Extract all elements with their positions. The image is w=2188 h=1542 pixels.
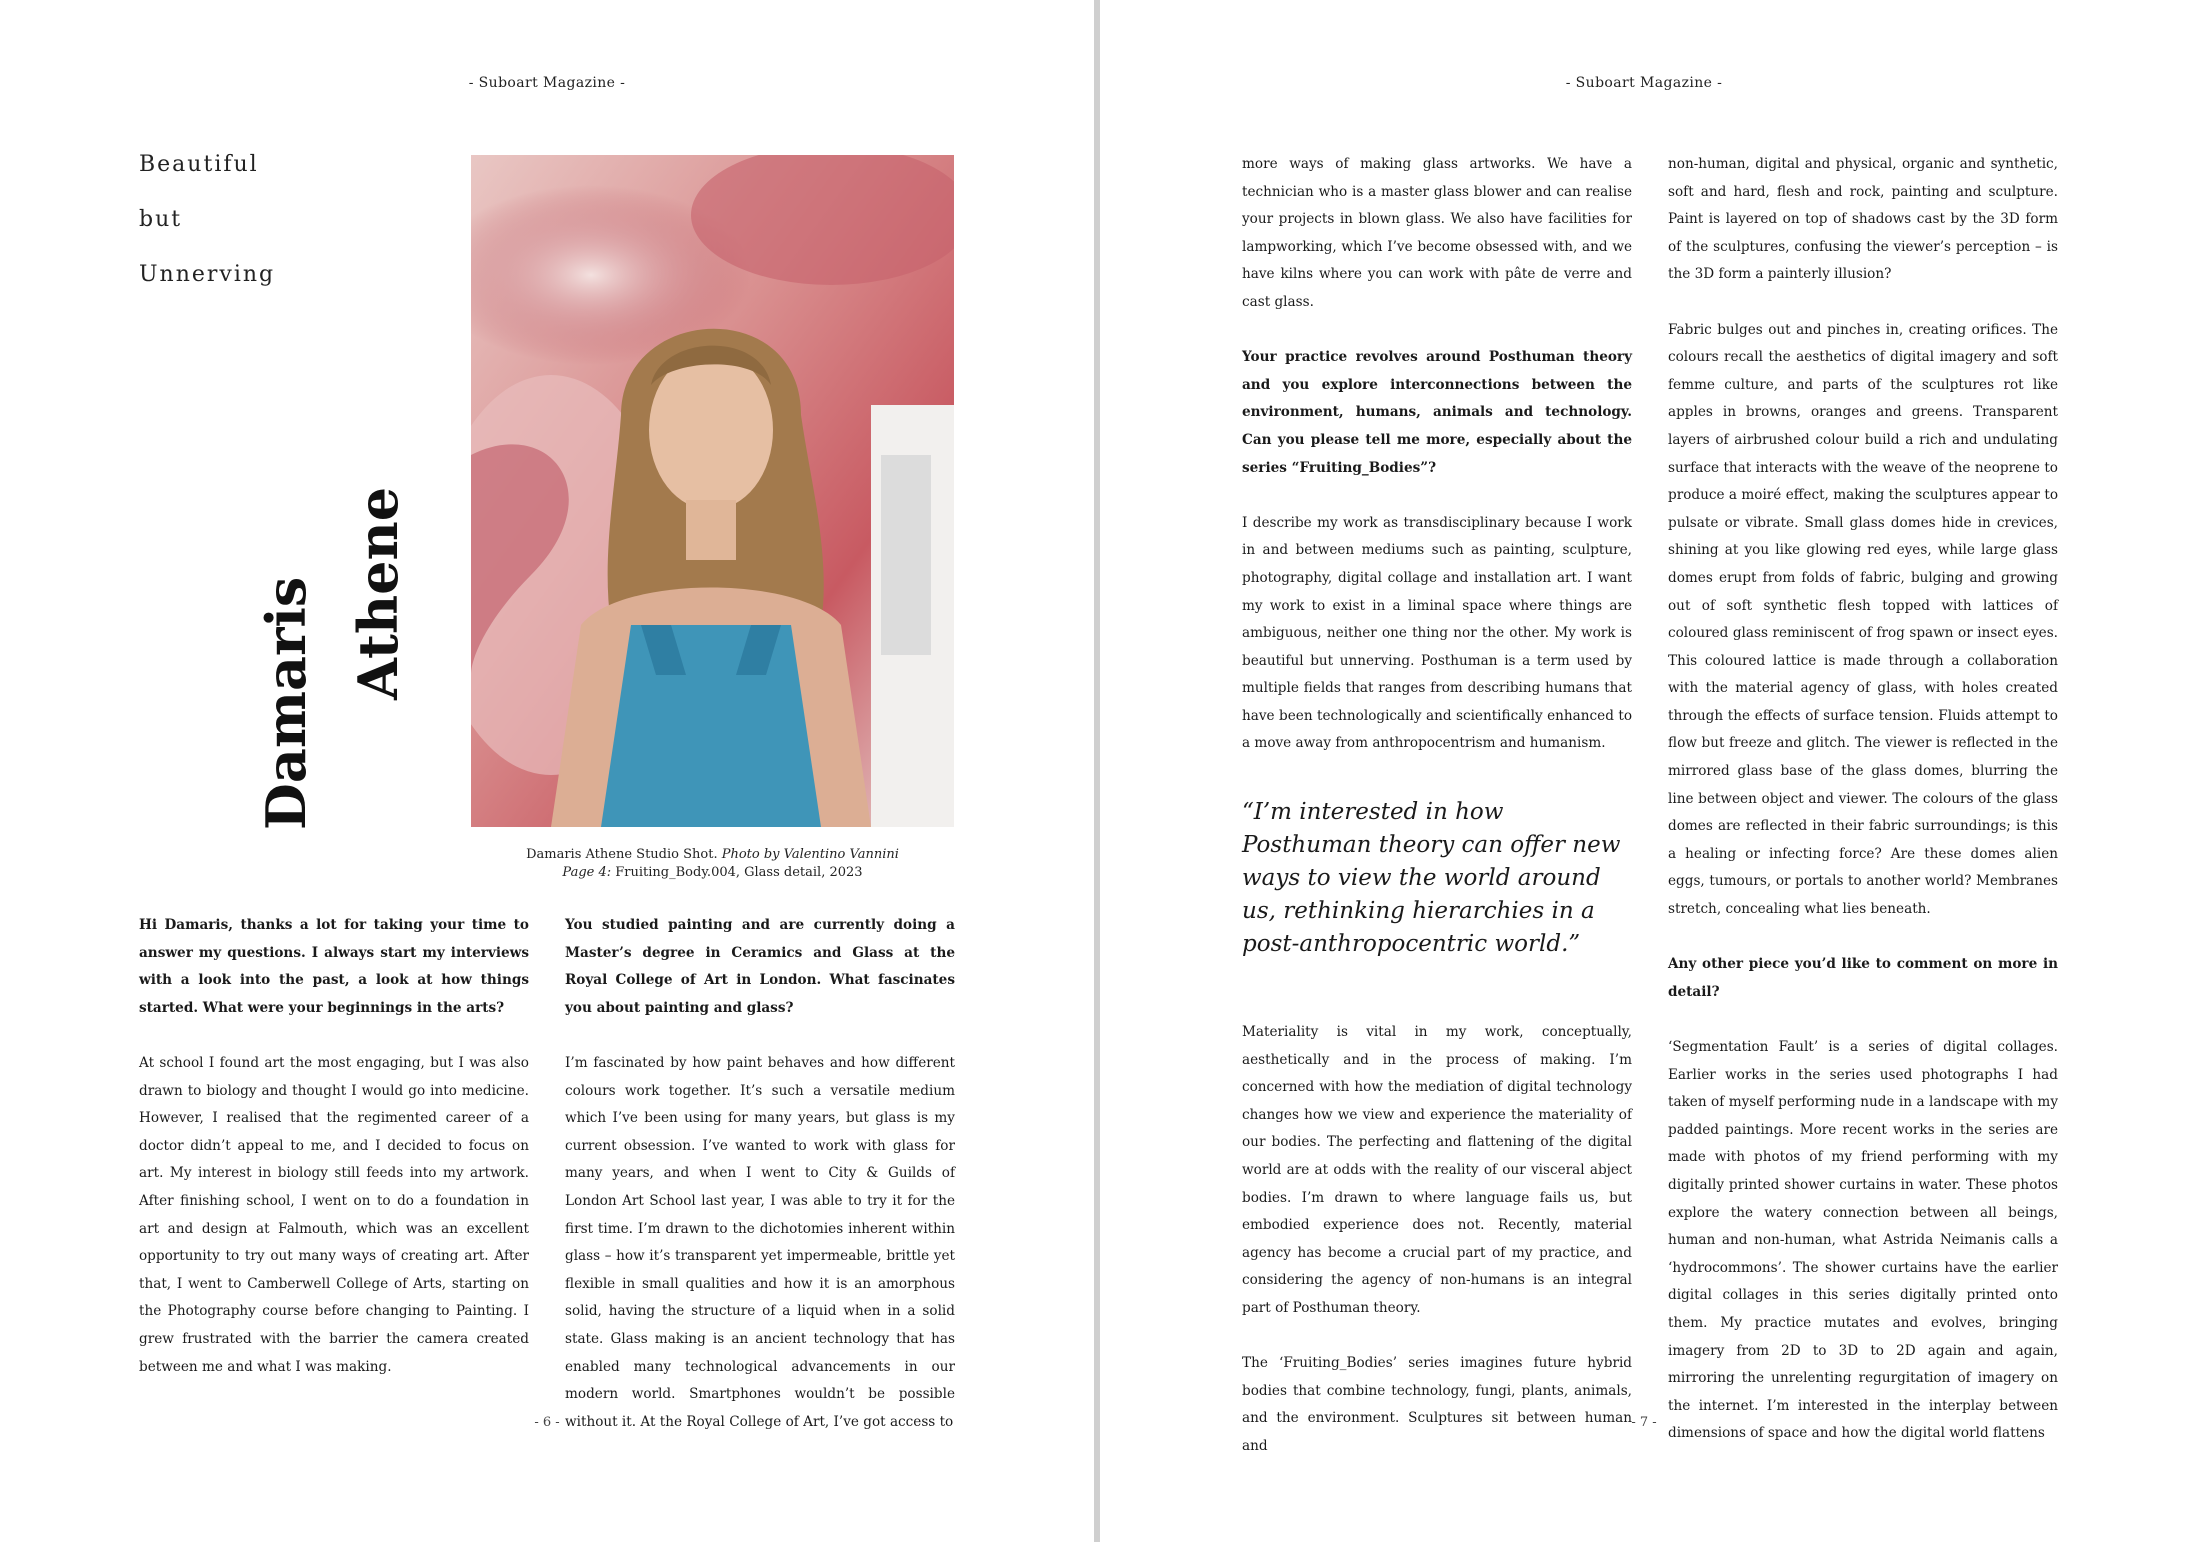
interview-answer: Fabric bulges out and pinches in, creating orifices. The colours recall the aesthetics of digital imagery and soft femme culture, and parts of the sculptures rot like apples in browns, oranges and greens. Transparent layers of airbrushed colour build a rich and undulating surface that interacts with the weave of the neoprene to produce a moiré effect, making the sculptures appear to pulsate or vibrate. Small glass domes hide in crevices, shining at you like glowing red eyes, while large glass domes erupt from folds of fabric, bulging and growing out of soft synthetic flesh topped with lattices of coloured glass reminiscent of frog spawn or insect eyes. This coloured lattice is made through a collaboration with the material agency of glass, with holes created through the effects of surface tension. Fluids attempt to flow but freeze and glitch. The viewer is reflected in the mirrored glass base of the glass domes, blurring the line between object and viewer. The colours of the glass domes are reflected in their fabric surroundings; is this a healing or infecting force? Are these domes alien eggs, tumours, or portals to another world? Membranes stretch, concealing what lies beneath. [1668, 321, 2058, 918]
artist-first-name: Damaris [254, 576, 318, 830]
interview-question: Any other piece you’d like to comment on more in detail? [1668, 956, 2058, 1000]
artist-last-name: Athene [346, 486, 410, 700]
page-number: - 6 - [534, 1415, 560, 1430]
side-title-word: Unnerving [139, 262, 276, 287]
text-column-2 [1668, 151, 2058, 1476]
interview-answer: I describe my work as transdisciplinary because I work in and between mediums such as painting, sculpture, photography, digital collage and installation art. I want my work to exist in a liminal space where things are ambiguous, neither one thing nor the other. My work is beautiful but unnerving. Posthuman is a term used by multiple fields that ranges from describing humans that have been technologically and scientifically enhanced to a move away from anthropocentrism and humanism. [1242, 514, 1632, 752]
interview-question: Hi Damaris, thanks a lot for taking your time to answer my questions. I always start my interviews with a look into the past, a look at how things started. What were your beginnings in the arts? [139, 917, 529, 1016]
side-title-word: but [139, 207, 183, 232]
right-page [1100, 0, 2188, 1542]
interview-answer: The ‘Fruiting_Bodies’ series imagines future hybrid bodies that combine technology, fungi, plants, animals, and the environment. Sculptures sit between human and [1242, 1355, 1632, 1454]
text-column-1 [139, 912, 529, 1409]
interview-answer: ‘Segmentation Fault’ is a series of digital collages. Earlier works in the series used photographs I had taken of myself performing nude in a landscape with my padded paintings. More recent works in the series are made with photos of my friend performing with my digitally printed shower curtains in water. These photos explore the watery connection between all beings, human and non-human, what Astrida Neimanis calls a ‘hydrocommons’. The shower curtains have the earlier digital collages in this series digitally printed onto them. My practice mutates and evolves, bringing imagery from 2D to 3D to 2D again and again, mirroring the unrelenting regurgitation of imagery on the internet. I’m interested in the interplay between dimensions of space and how the digital world flattens [1668, 1039, 2058, 1442]
text-column-2 [565, 912, 955, 1464]
pull-quote: “I’m interested in how Posthuman theory can offer new ways to view the world around us, rethinking hierarchies in a post-anthropocentric world.” [1242, 799, 1621, 958]
interview-answer: non-human, digital and physical, organic and synthetic, soft and hard, flesh and rock, painting and sculpture. Paint is layered on top of shadows cast by the 3D form of the sculptures, confusing the viewer’s perception – is the 3D form a painterly illusion? [1668, 156, 2058, 283]
photo-caption [471, 846, 954, 882]
caption-line-2: Page 4: Fruiting_Body.004, Glass detail, 2023 [562, 865, 863, 880]
caption-line-1: Damaris Athene Studio Shot. Photo by Valentino Vannini [526, 847, 899, 862]
artist-portrait-photo [471, 155, 954, 827]
text-column-1 [1242, 151, 1632, 1488]
running-header: - Suboart Magazine - [468, 75, 626, 91]
page-number: - 7 - [1631, 1415, 1657, 1430]
side-title-word: Beautiful [139, 152, 259, 177]
interview-question: Your practice revolves around Posthuman theory and you explore interconnections between the environment, humans, animals and technology. Can you please tell me more, especially about the series “Fruiting_Bodies”? [1242, 349, 1632, 476]
interview-answer: more ways of making glass artworks. We have a technician who is a master glass blower and can realise your projects in blown glass. We also have facilities for lampworking, which I’ve become obsessed with, and we have kilns where you can work with pâte de verre and cast glass. [1242, 156, 1632, 310]
interview-answer: Materiality is vital in my work, conceptually, aesthetically and in the process of making. I’m concerned with how the mediation of digital technology changes how we view and experience the materiality of our bodies. The perfecting and flattening of the digital world are at odds with the reality of our visceral abject bodies. I’m drawn to where language fails us, but embodied experience does not. Recently, material agency has become a crucial part of my practice, and considering the agency of non-humans is an integral part of Posthuman theory. [1242, 1024, 1632, 1316]
running-header: - Suboart Magazine - [1565, 75, 1723, 91]
interview-answer: At school I found art the most engaging, but I was also drawn to biology and thought I would go into medicine. However, I realised that the regimented career of a doctor didn’t appeal to me, and I decided to focus on art. My interest in biology still feeds into my artwork. After finishing school, I went on to do a foundation in art and design at Falmouth, which was an excellent opportunity to try out many ways of creating art. After that, I went to Camberwell College of Arts, starting on the Photography course before changing to Painting. I grew frustrated with the barrier the camera created between me and what I was making. [139, 1054, 529, 1375]
interview-answer: I’m fascinated by how paint behaves and how different colours work together. It’s such a versatile medium which I’ve been using for many years, but glass is my current obsession. I’ve wanted to work with glass for many years, and when I went to City & Guilds of London Art School last year, I was able to try it for the first time. I’m drawn to the dichotomies inherent within glass – how it’s transparent yet impermeable, brittle yet flexible in small qualities and how it is an amorphous solid, having the structure of a liquid when in a solid state. Glass making is an ancient technology that has enabled many technological advancements in our modern world. Smartphones wouldn’t be possible without it. At the Royal College of Art, I’ve got access to [565, 1054, 955, 1430]
interview-question: You studied painting and are currently doing a Master’s degree in Ceramics and Glass at the Royal College of Art in London. What fascinates you about painting and glass? [565, 917, 955, 1016]
side-title [139, 150, 275, 315]
